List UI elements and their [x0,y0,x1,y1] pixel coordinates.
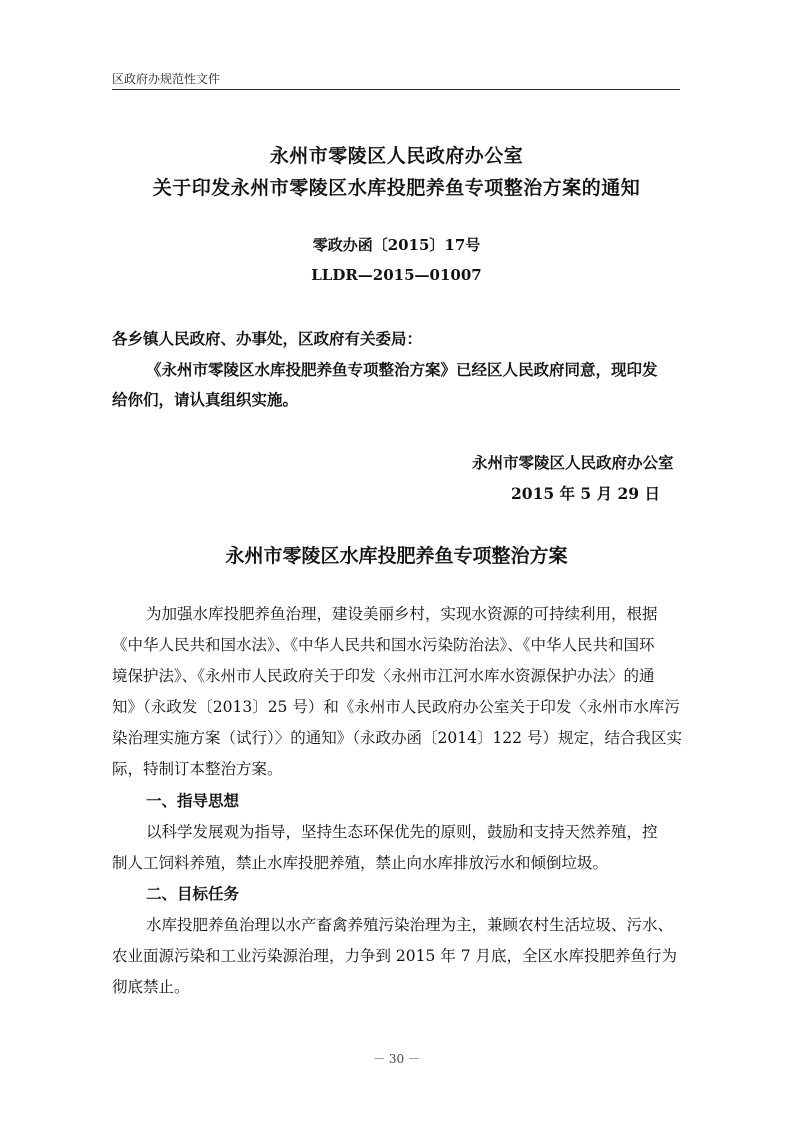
section-1-body-line: 制人工饲料养殖，禁止水库投肥养殖，禁止向水库排放污水和倾倒垃圾。 [112,854,609,872]
plan-intro-line: 知》（永政发〔2013〕25 号）和《永州市人民政府办公室关于印发〈永州市水库污 [112,698,680,716]
plan-title: 永州市零陵区水库投肥养鱼专项整治方案 [225,545,568,567]
notice-body-line: 给你们，请认真组织实施。 [112,390,299,409]
signature-date: 2015 年 5 月 29 日 [511,484,660,503]
section-1-body-line: 以科学发展观为指导，坚持生态环保优先的原则，鼓励和支持天然养殖，控 [146,823,658,841]
title-line-1: 永州市零陵区人民政府办公室 [269,145,524,167]
section-2-body-line: 水库投肥养鱼治理以水产畜禽养殖污染治理为主，兼顾农村生活垃圾、污水、 [146,916,674,934]
salutation: 各乡镇人民政府、办事处，区政府有关委局： [112,329,423,348]
plan-intro-line: 《中华人民共和国水法》、《中华人民共和国水污染防治法》、《中华人民共和国环 [112,636,655,654]
running-header: 区政府办规范性文件 [112,72,221,86]
doc-number: 零政办函〔2015〕17号 [312,236,481,254]
notice-body-line: 《永州市零陵区水库投肥养鱼专项整治方案》已经区人民政府同意，现印发 [146,360,658,379]
title-line-2: 关于印发永州市零陵区水库投肥养鱼专项整治方案的通知 [152,177,641,199]
section-2-body-line: 彻底禁止。 [112,978,190,996]
plan-intro-line: 染治理实施方案（试行）〉的通知》（永政办函〔2014〕122 号）规定，结合我区实 [112,729,682,747]
registration-number: LLDR—2015—01007 [311,266,482,284]
section-2-body-line: 农业面源污染和工业污染源治理，力争到 2015 年 7 月底，全区水库投肥养鱼行为 [112,947,678,965]
plan-intro-line: 为加强水库投肥养鱼治理，建设美丽乡村，实现水资源的可持续利用，根据 [146,605,658,623]
signature-org: 永州市零陵区人民政府办公室 [472,453,674,472]
section-heading-2: 二、目标任务 [146,885,240,903]
header-rule [112,89,680,90]
plan-intro-line: 境保护法》、《永州市人民政府关于印发〈永州市江河水库水资源保护办法〉的通 [112,667,655,685]
section-heading-1: 一、指导思想 [146,792,240,810]
plan-intro-line: 际，特制订本整治方案。 [112,760,283,778]
page-number: － 30 － [373,1052,420,1066]
